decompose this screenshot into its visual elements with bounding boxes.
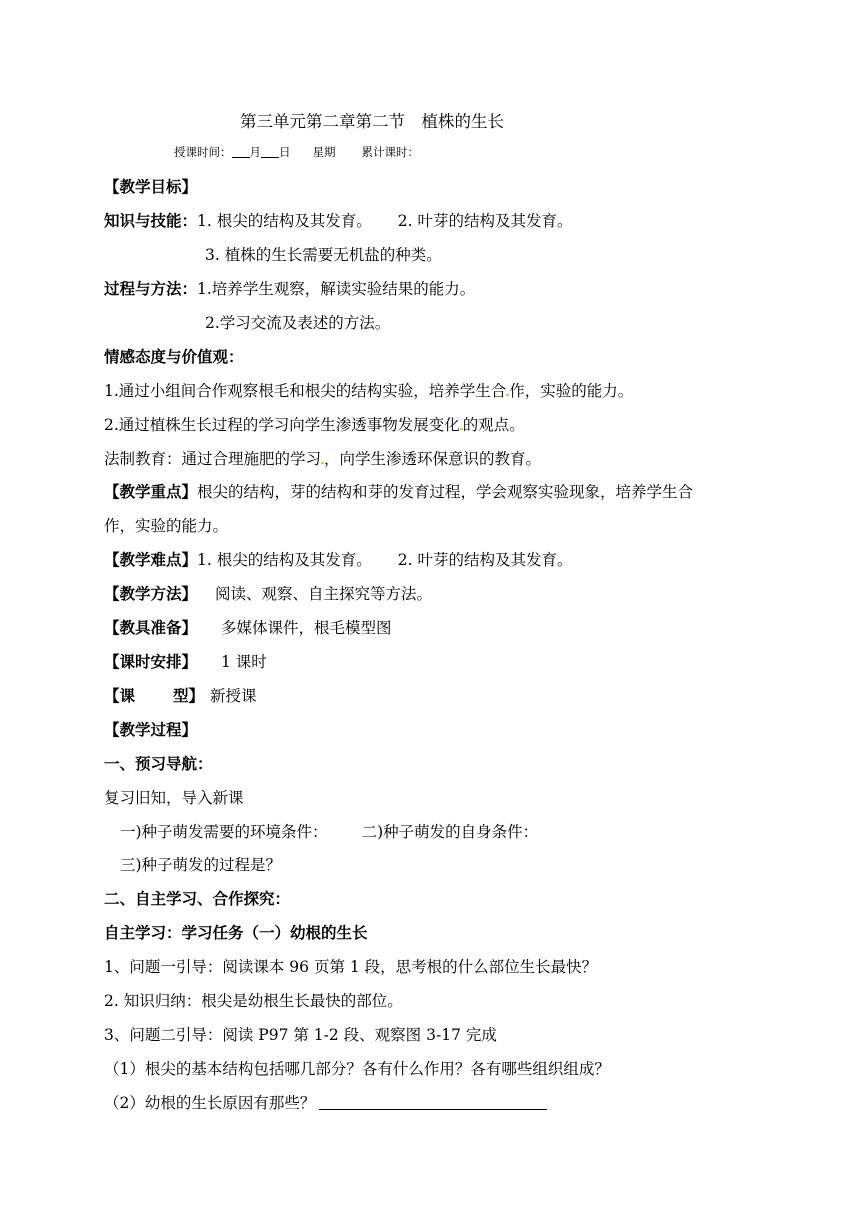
difficulties-item-1: 1. 根尖的结构及其发育。 [197, 551, 372, 569]
page-title: 第三单元第二章第二节 植株的生长 [240, 112, 504, 131]
knowledge-line-1 [104, 211, 572, 231]
methods-text: 阅读、观察、自主探究等方法。 [215, 585, 433, 603]
emotion-item-2-text-b: 的观点。 [462, 416, 525, 434]
process-item-2: 2.学习交流及表述的方法。 [205, 314, 391, 332]
knowledge-label: 知识与技能： [104, 211, 198, 230]
emotion-label: 情感态度与价值观： [104, 347, 244, 366]
review-questions-line-1 [120, 822, 538, 842]
key-points-text-2: 作，实验的能力。 [104, 517, 229, 535]
difficulties-label: 【教学难点】 [104, 550, 198, 569]
emotion-item-1 [104, 380, 633, 401]
lesson-type-text: 新授课 [210, 687, 257, 705]
key-points-line-1 [104, 482, 693, 502]
sub-question-2: （2）幼根的生长原因有那些？ [104, 1094, 316, 1112]
tools-text: 多媒体课件，根毛模型图 [221, 619, 392, 637]
process-item-1: 1.培养学生观察，解读实验结果的能力。 [197, 280, 476, 298]
emotion-item-1-text-a: 1.通过小组间合作观察根毛和根尖的结构实验，培养学生合 [104, 382, 507, 400]
process-heading: 【教学过程】 [104, 720, 198, 739]
review-question-3: 三)种子萌发的过程是？ [120, 856, 282, 874]
key-points-text-1: 根尖的结构，芽的结构和芽的发育过程，学会观察实验现象，培养学生合 [197, 483, 694, 501]
methods-line [104, 584, 432, 604]
schedule-line [104, 652, 267, 672]
knowledge-item-2: 2. 叶芽的结构及其发育。 [397, 212, 573, 230]
law-education-text-b: ，向学生渗透环保意识的教育。 [324, 450, 542, 468]
answer-blank[interactable] [319, 1095, 547, 1110]
lesson-type-label-a: 【课 [104, 686, 136, 705]
tools-label: 【教具准备】 [104, 618, 198, 637]
emotion-item-2-text-a: 2.通过植株生长过程的学习向学生渗透事物发展变化 [104, 416, 460, 434]
law-education-text-a: 法制教育：通过合理施肥的学习 [104, 450, 322, 468]
cumulative-label: 累计课时： [361, 145, 419, 159]
month-label: 月 [249, 145, 261, 159]
sub-question-2-line [104, 1093, 547, 1113]
knowledge-item-3: 3. 植株的生长需要无机盐的种类。 [205, 246, 442, 264]
step-3: 3、问题二引导：阅读 P97 第 1-2 段、观察图 3-17 完成 [104, 1026, 497, 1044]
schedule-text: 1 课时 [221, 653, 267, 671]
objectives-heading: 【教学目标】 [104, 177, 198, 196]
tools-line [104, 618, 392, 638]
section-preview: 一、预习导航： [104, 754, 213, 773]
month-blank [232, 145, 250, 158]
review-question-2: 二)种子萌发的自身条件： [361, 823, 539, 841]
process-label: 过程与方法： [104, 279, 198, 298]
review-line: 复习旧知，导入新课 [104, 789, 244, 807]
review-question-1: 一)种子萌发需要的环境条件： [120, 823, 328, 841]
schedule-label: 【课时安排】 [104, 652, 198, 671]
difficulties-item-2: 2. 叶芽的结构及其发育。 [397, 551, 573, 569]
emotion-item-1-text-b: 作，实验的能力。 [509, 382, 634, 400]
lesson-time-line [174, 144, 419, 160]
task-1-heading: 自主学习：学习任务（一）幼根的生长 [104, 923, 368, 942]
sub-question-1: （1）根尖的基本结构包括哪几部分？各有什么作用？各有哪些组织组成？ [104, 1060, 610, 1078]
step-1: 1、问题一引导：阅读课本 96 页第 1 段，思考根的什么部位生长最快？ [104, 958, 598, 976]
key-points-label: 【教学重点】 [104, 482, 198, 501]
lesson-type-line [104, 686, 257, 706]
methods-label: 【教学方法】 [104, 584, 198, 603]
day-label: 日 [279, 145, 291, 159]
law-education-line [104, 448, 541, 469]
difficulties-line [104, 550, 572, 570]
time-label: 授课时间： [174, 145, 232, 159]
day-blank [261, 145, 279, 158]
lesson-type-label-b: 型】 [173, 686, 205, 705]
emotion-item-2 [104, 414, 525, 435]
section-self-study: 二、自主学习、合作探究： [104, 889, 291, 908]
weekday-label: 星期 [312, 145, 336, 159]
step-2: 2. 知识归纳：根尖是幼根生长最快的部位。 [104, 992, 403, 1010]
process-line-1 [104, 279, 475, 299]
knowledge-item-1: 1. 根尖的结构及其发育。 [197, 212, 372, 230]
